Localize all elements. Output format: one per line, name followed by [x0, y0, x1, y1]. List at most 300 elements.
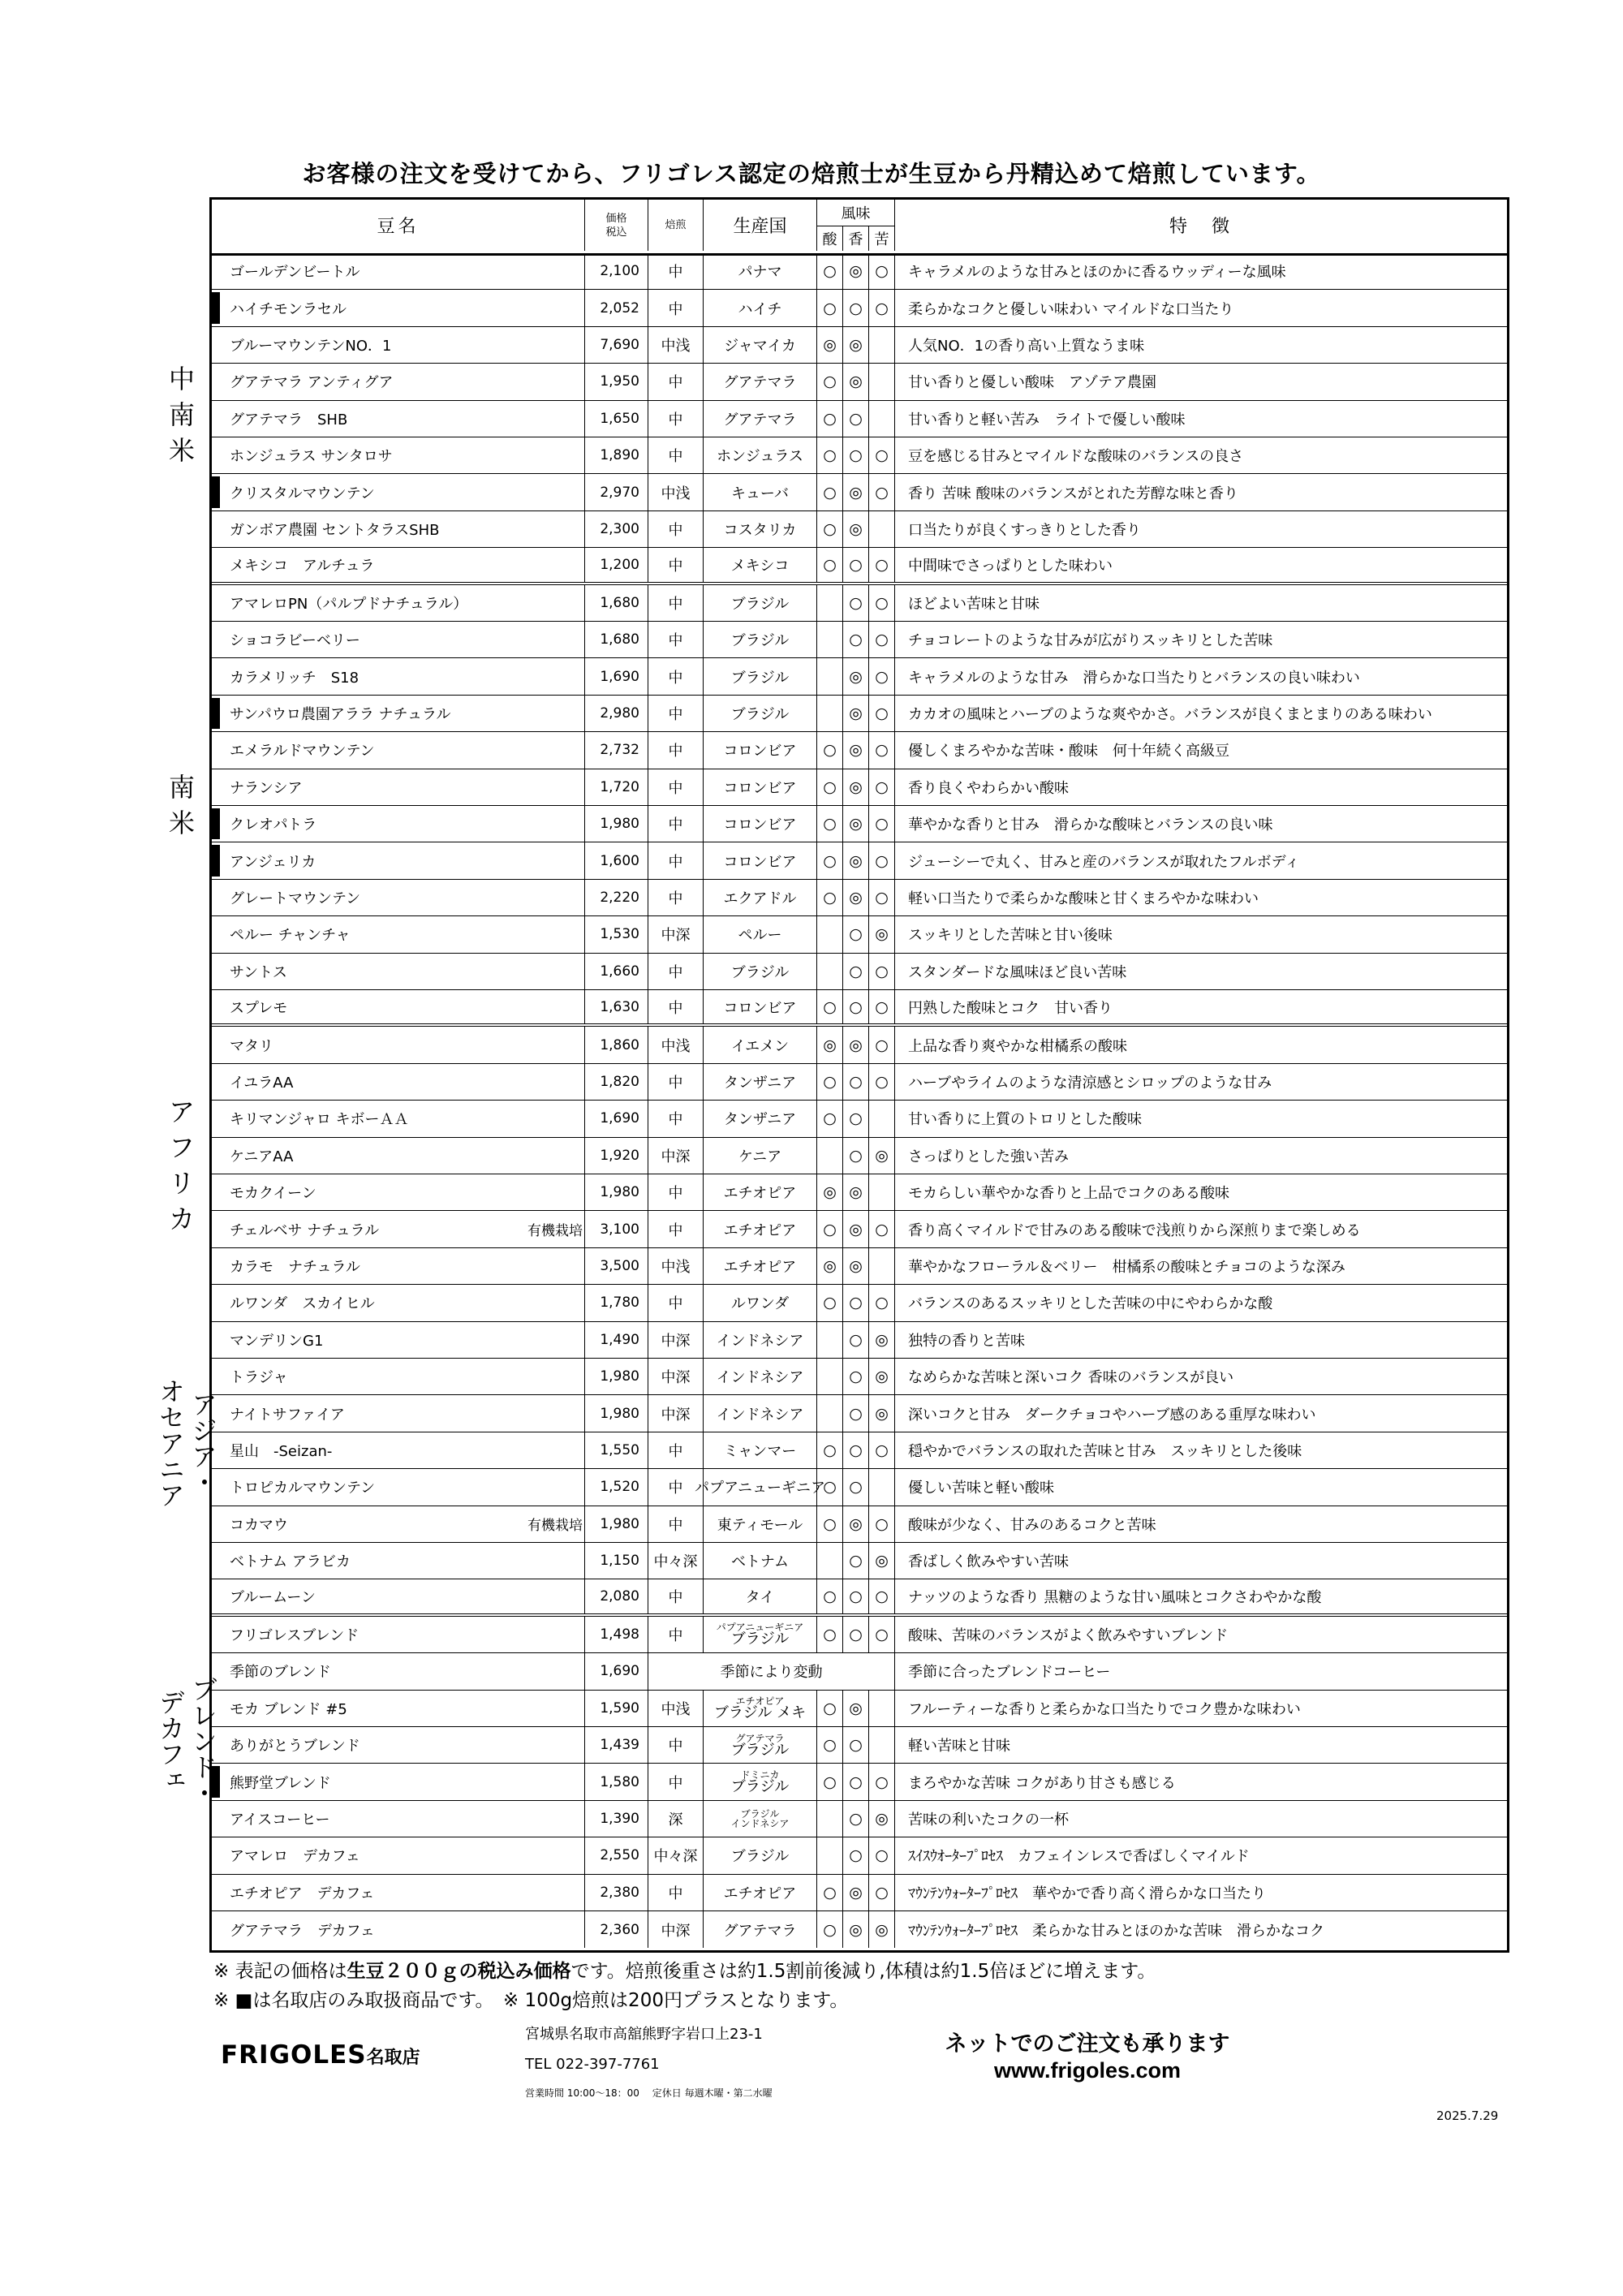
bean-features: カカオの風味とハーブのような爽やかさ。バランスが良くまとまりのある味わい — [908, 705, 1432, 723]
table-header — [212, 200, 1507, 256]
bean-name — [212, 1138, 585, 1174]
bean-price: 2,080 — [585, 1579, 648, 1613]
flavor-aroma: ○ — [843, 548, 869, 581]
bean-name — [212, 1691, 585, 1726]
bean-name-text: トロピカルマウンテン — [230, 1480, 376, 1497]
bean-roast: 中 — [648, 1285, 704, 1320]
bean-features: 中間味でさっぱりとした味わい — [908, 557, 1113, 575]
issue-date: 2025.7.29 — [1436, 2109, 1499, 2123]
bean-price: 1,920 — [585, 1138, 648, 1174]
table-row — [212, 364, 1507, 400]
flavor-aroma: ○ — [843, 1764, 869, 1799]
bean-origin: ミャンマー — [704, 1432, 817, 1468]
flavor-acid: ◎ — [817, 1027, 843, 1062]
bean-name — [212, 1801, 585, 1837]
bean-roast: 中 — [648, 842, 704, 878]
flavor-acid: ○ — [817, 990, 843, 1023]
flavor-acid: ○ — [817, 769, 843, 805]
flavor-bitter: ◎ — [869, 1543, 895, 1579]
bean-name — [212, 1211, 585, 1247]
store-url[interactable]: www.frigoles.com — [993, 2058, 1182, 2083]
bean-name — [212, 1617, 585, 1652]
flavor-bitter — [869, 1727, 895, 1763]
flavor-bitter: ○ — [869, 1617, 895, 1652]
bean-name-text: グレートマウンテン — [230, 890, 361, 907]
bean-name-text: アンジェリカ — [230, 853, 316, 871]
region-label: アフリカ — [168, 1096, 195, 1234]
flavor-bitter — [869, 327, 895, 363]
bean-origin: コスタリカ — [704, 511, 817, 547]
flavor-aroma: ○ — [843, 990, 869, 1023]
header-roast: 焙煎 — [648, 200, 704, 251]
bean-name — [212, 1875, 585, 1910]
flavor-acid: ○ — [817, 290, 843, 325]
bean-origin: インドネシア — [704, 1322, 817, 1358]
flavor-acid — [817, 954, 843, 989]
bean-name — [212, 253, 585, 289]
bean-features: 季節に合ったブレンドコーヒー — [908, 1664, 1111, 1682]
header-acid: 酸 — [817, 226, 843, 251]
price-note-emphasis: 生豆２００ｇの税込み価格 — [347, 1961, 571, 1982]
bean-roast: 中浅 — [648, 1027, 704, 1062]
bean-origin: エクアドル — [704, 880, 817, 915]
bean-roast: 中深 — [648, 1395, 704, 1431]
flavor-bitter: ○ — [869, 1506, 895, 1542]
bean-price: 2,380 — [585, 1875, 648, 1910]
bean-features: 香り良くやわらかい酸味 — [908, 779, 1069, 797]
flavor-acid — [817, 1543, 843, 1579]
table-row — [212, 1691, 1507, 1727]
flavor-bitter: ◎ — [869, 1322, 895, 1358]
flavor-aroma: ◎ — [843, 658, 869, 694]
bean-origin: エチオピア — [704, 1174, 817, 1210]
flavor-aroma: ◎ — [843, 1875, 869, 1910]
bean-name-text: コカマウ — [230, 1516, 288, 1534]
bean-name — [212, 1322, 585, 1358]
bean-name — [212, 1359, 585, 1394]
table-row — [212, 253, 1507, 290]
bean-roast: 中 — [648, 1469, 704, 1505]
bean-features: 酸味が少なく、甘みのあるコクと苦味 — [908, 1516, 1156, 1534]
flavor-bitter: ○ — [869, 622, 895, 657]
table-row — [212, 437, 1507, 474]
bean-origin: グアテマラ — [704, 401, 817, 437]
header-features: 特 徴 — [1169, 217, 1233, 237]
bean-roast: 中 — [648, 1101, 704, 1136]
bean-roast: 中浅 — [648, 1248, 704, 1284]
bean-name-text: ベトナム アラビカ — [230, 1553, 351, 1571]
bean-features: モカらしい華やかな香りと上品でコクのある酸味 — [908, 1185, 1229, 1203]
bean-price: 1,150 — [585, 1543, 648, 1579]
flavor-acid: ○ — [817, 1506, 843, 1542]
bean-origin: ペルー — [704, 916, 817, 952]
flavor-aroma: ○ — [843, 1617, 869, 1652]
table-row — [212, 1617, 1507, 1653]
bean-origin: グアテマラ — [704, 364, 817, 399]
bean-name-text: メキシコ アルチュラ — [230, 557, 375, 575]
flavor-acid: ◎ — [817, 327, 843, 363]
flavor-aroma: ○ — [843, 1727, 869, 1763]
bean-name — [212, 327, 585, 363]
bean-origin-sub: インドネシア — [730, 1817, 790, 1829]
bean-origin-main: ブラジル — [730, 1741, 790, 1759]
bean-origin: コロンビア — [704, 842, 817, 878]
bean-features: 甘い香りと軽い苦み ライトで優しい酸味 — [908, 411, 1186, 429]
bean-roast: 中 — [648, 1211, 704, 1247]
flavor-aroma: ◎ — [843, 1911, 869, 1948]
flavor-acid: ○ — [817, 1101, 843, 1136]
bean-price: 2,360 — [585, 1911, 648, 1948]
flavor-acid — [817, 916, 843, 952]
table-row — [212, 880, 1507, 916]
bean-roast: 中深 — [648, 1911, 704, 1948]
bean-price: 1,820 — [585, 1064, 648, 1100]
flavor-bitter: ○ — [869, 732, 895, 768]
bean-features: 酸味、苦味のバランスがよく飲みやすいブレンド — [908, 1626, 1229, 1644]
store-note: ※ ■は名取店のみ取扱商品です。 ※ 100g焙煎は200円プラスとなります。 — [213, 1990, 849, 2011]
bean-name — [212, 1432, 585, 1468]
flavor-acid — [817, 658, 843, 694]
flavor-aroma: ○ — [843, 1395, 869, 1431]
flavor-aroma: ○ — [843, 290, 869, 325]
bean-name — [212, 1395, 585, 1431]
bean-price: 1,720 — [585, 769, 648, 805]
table-row — [212, 1469, 1507, 1506]
bean-features: 香り高くマイルドで甘みのある酸味で浅煎りから深煎りまで楽しめる — [908, 1221, 1361, 1239]
bean-roast: 中 — [648, 1506, 704, 1542]
table-row — [212, 585, 1507, 622]
bean-price: 2,220 — [585, 880, 648, 915]
flavor-bitter — [869, 1691, 895, 1726]
bean-features: フルーティーな香りと柔らかな口当たりでコク豊かな味わい — [908, 1700, 1301, 1718]
bean-features: 華やかな香りと甘み 滑らかな酸味とバランスの良い味 — [908, 816, 1273, 834]
table-row — [212, 1875, 1507, 1911]
bean-name — [212, 585, 585, 621]
bean-price: 1,690 — [585, 1101, 648, 1136]
bean-features: まろやかな苦味 コクがあり甘さも感じる — [908, 1774, 1176, 1792]
headline: お客様の注文を受けてから、フリゴレス認定の焙煎士が生豆から丹精込めて焙煎しています。 — [302, 160, 1321, 187]
table-row — [212, 1506, 1507, 1543]
bean-origin-main: ブラジル — [730, 1778, 790, 1796]
bean-origin: イエメン — [704, 1027, 817, 1062]
flavor-bitter: ○ — [869, 1579, 895, 1613]
flavor-aroma: ◎ — [843, 364, 869, 399]
bean-features: 口当たりが良くすっきりとした香り — [908, 521, 1141, 539]
bean-name-text: ホンジュラス サンタロサ — [230, 448, 393, 466]
flavor-bitter: ○ — [869, 806, 895, 842]
bean-name-text: マンデリンG1 — [230, 1332, 324, 1350]
bean-name-text: ナイトサファイア — [230, 1406, 345, 1424]
flavor-acid — [817, 1322, 843, 1358]
header-flavor-label: 風味 — [817, 200, 894, 226]
flavor-bitter: ○ — [869, 1211, 895, 1247]
bean-name — [212, 732, 585, 768]
table-row — [212, 1248, 1507, 1285]
bean-price: 2,550 — [585, 1837, 648, 1873]
header-origin: 生産国 — [704, 200, 817, 251]
bean-features: 優しい苦味と軽い酸味 — [908, 1480, 1054, 1497]
bean-roast: 中 — [648, 1064, 704, 1100]
bean-price: 7,690 — [585, 327, 648, 363]
store-address: 宮城県名取市高舘熊野字岩口上23-1 — [525, 2026, 763, 2043]
bean-origin: ブラジル — [704, 622, 817, 657]
bean-origin-main: ブラジル メキ — [713, 1704, 807, 1722]
flavor-bitter — [869, 511, 895, 547]
flavor-aroma: ○ — [843, 622, 869, 657]
bean-features: 華やかなフローラル＆ベリー 柑橘系の酸味とチョコのような深み — [908, 1258, 1345, 1276]
bean-name — [212, 696, 585, 731]
bean-name — [212, 1911, 585, 1948]
bean-origin: タンザニア — [704, 1064, 817, 1100]
region-label: 中南米 — [168, 364, 195, 466]
table-row — [212, 401, 1507, 437]
bean-origin: ルワンダ — [704, 1285, 817, 1320]
bean-name-text: ルワンダ スカイヒル — [230, 1295, 375, 1313]
flavor-acid: ○ — [817, 253, 843, 289]
bean-origin: ブラジル — [704, 696, 817, 731]
bean-features: スタンダードな風味ほど良い苦味 — [908, 963, 1127, 981]
flavor-bitter: ○ — [869, 1764, 895, 1799]
table-row — [212, 474, 1507, 510]
bean-roast: 中 — [648, 658, 704, 694]
bean-name-text: アマレロPN（パルプドナチュラル） — [230, 595, 468, 613]
table-row — [212, 622, 1507, 658]
bean-features: さっぱりとした強い苦み — [908, 1148, 1069, 1165]
bean-features: 上品な香り爽やかな柑橘系の酸味 — [908, 1037, 1127, 1055]
bean-name-text: チェルベサ ナチュラル — [230, 1221, 380, 1239]
bean-features: キャラメルのような甘み 滑らかな口当たりとバランスの良い味わい — [908, 669, 1360, 687]
bean-name — [212, 842, 585, 878]
flavor-bitter: ◎ — [869, 1395, 895, 1431]
flavor-aroma: ○ — [843, 1543, 869, 1579]
bean-name-text: 熊野堂ブレンド — [230, 1774, 331, 1792]
bean-origin: エチオピア — [704, 1248, 817, 1284]
bean-name — [212, 401, 585, 437]
bean-origin-sub: パプアニューギニア — [716, 1622, 804, 1634]
bean-features: ﾏｳﾝﾃﾝｳｫｰﾀｰﾌﾟﾛｾｽ 華やかで香り高く滑らかな口当たり — [908, 1885, 1266, 1902]
bean-origin: インドネシア — [704, 1359, 817, 1394]
bean-roast: 中浅 — [648, 1691, 704, 1726]
bean-origin: ブラジル — [704, 954, 817, 989]
bean-features: ハーブやライムのような清涼感とシロップのような甘み — [908, 1074, 1272, 1092]
bean-name — [212, 290, 585, 325]
flavor-aroma: ◎ — [843, 769, 869, 805]
logo-text: FRIGOLES — [221, 2040, 367, 2070]
bean-price: 3,100 — [585, 1211, 648, 1247]
header-bitter: 苦 — [874, 231, 889, 248]
bean-roast: 中 — [648, 990, 704, 1023]
bean-origin: ブラジル — [704, 585, 817, 621]
bean-name-text: カラモ ナチュラル — [230, 1258, 360, 1276]
flavor-acid: ○ — [817, 1469, 843, 1505]
bean-price: 1,690 — [585, 658, 648, 694]
bean-origin: 東ティモール — [704, 1506, 817, 1542]
bean-origin: コロンビア — [704, 732, 817, 768]
flavor-aroma: ◎ — [843, 511, 869, 547]
bean-price: 2,970 — [585, 474, 648, 510]
bean-name — [212, 1543, 585, 1579]
table-row — [212, 806, 1507, 842]
flavor-acid — [817, 1395, 843, 1431]
table-row — [212, 1579, 1507, 1616]
flavor-bitter — [869, 401, 895, 437]
bean-name-text: キリマンジャロ キボーＡＡ — [230, 1111, 409, 1129]
bean-roast: 中々深 — [648, 1837, 704, 1873]
bean-origin: エチオピア — [704, 1875, 817, 1910]
flavor-aroma: ◎ — [843, 696, 869, 731]
flavor-acid: ○ — [817, 1211, 843, 1247]
flavor-aroma: ◎ — [843, 1027, 869, 1062]
flavor-bitter: ○ — [869, 290, 895, 325]
flavor-aroma: ○ — [843, 954, 869, 989]
bean-roast: 中 — [648, 290, 704, 325]
flavor-bitter: ○ — [869, 1027, 895, 1062]
bean-origin: エチオピア — [704, 1211, 817, 1247]
bean-features: 軽い苦味と甘味 — [908, 1738, 1010, 1755]
bean-name-text: エメラルドマウンテン — [230, 743, 375, 760]
table-row — [212, 1653, 1507, 1690]
table-row — [212, 1322, 1507, 1359]
bean-price: 1,490 — [585, 1322, 648, 1358]
flavor-aroma: ○ — [843, 1801, 869, 1837]
table-row — [212, 1064, 1507, 1101]
bean-price: 2,300 — [585, 511, 648, 547]
bean-roast: 中 — [648, 622, 704, 657]
bean-roast: 中 — [648, 1617, 704, 1652]
flavor-acid: ○ — [817, 548, 843, 581]
table-row — [212, 696, 1507, 732]
flavor-acid: ○ — [817, 1875, 843, 1910]
flavor-bitter — [869, 1174, 895, 1210]
flavor-aroma: ○ — [843, 1432, 869, 1468]
bean-roast: 中 — [648, 401, 704, 437]
bean-name — [212, 548, 585, 581]
bean-features: 苦味の利いたコクの一杯 — [908, 1811, 1069, 1829]
bean-origin: ジャマイカ — [704, 327, 817, 363]
bean-origin-sub: グアテマラ — [735, 1732, 785, 1744]
bean-origin: インドネシア — [704, 1395, 817, 1431]
bean-name — [212, 1285, 585, 1320]
bean-name — [212, 1027, 585, 1062]
bean-price: 1,860 — [585, 1027, 648, 1062]
region-label: ブレンド・ デカフェ — [155, 1676, 218, 1806]
bean-name-text: エチオピア デカフェ — [230, 1885, 375, 1902]
bean-origin-sub: ドミニカ — [740, 1769, 780, 1781]
flavor-aroma: ◎ — [843, 1691, 869, 1726]
price-note — [213, 1956, 1156, 1983]
flavor-aroma: ◎ — [843, 1174, 869, 1210]
brand-logo — [221, 2040, 420, 2070]
bean-price: 1,980 — [585, 1359, 648, 1394]
bean-features: 甘い香りと優しい酸味 アゾテア農園 — [908, 374, 1156, 392]
bean-name-text: ありがとうブレンド — [230, 1738, 360, 1755]
bean-price: 2,732 — [585, 732, 648, 768]
bean-features: ナッツのような香り 黒糖のような甘い風味とコクさわやかな酸 — [908, 1589, 1322, 1607]
bean-origin: グアテマラ — [704, 1911, 817, 1948]
bean-origin — [704, 1727, 817, 1763]
bean-roast: 中 — [648, 1764, 704, 1799]
bean-name-text: モカ ブレンド #5 — [230, 1700, 347, 1718]
bean-name — [212, 1506, 585, 1542]
bean-price: 1,980 — [585, 1395, 648, 1431]
bean-price: 1,680 — [585, 585, 648, 621]
bean-origin: ブラジル — [704, 1837, 817, 1873]
flavor-aroma: ◎ — [843, 880, 869, 915]
bean-roast: 中 — [648, 364, 704, 399]
flavor-acid — [817, 622, 843, 657]
flavor-aroma: ◎ — [843, 253, 869, 289]
bean-name — [212, 364, 585, 399]
bean-roast: 中 — [648, 1174, 704, 1210]
region-label: 南米 — [168, 772, 195, 838]
flavor-acid: ○ — [817, 1727, 843, 1763]
bean-features: 豆を感じる甘みとマイルドな酸味のバランスの良さ — [908, 448, 1244, 466]
table-row — [212, 1395, 1507, 1432]
flavor-acid: ○ — [817, 1579, 843, 1613]
bean-price: 1,590 — [585, 1691, 648, 1726]
bean-roast: 中 — [648, 732, 704, 768]
bean-origin: キューバ — [704, 474, 817, 510]
bean-name-text: イユラAA — [230, 1074, 294, 1092]
flavor-bitter: ○ — [869, 658, 895, 694]
flavor-aroma: ◎ — [843, 732, 869, 768]
flavor-bitter: ◎ — [869, 916, 895, 952]
flavor-acid: ○ — [817, 437, 843, 473]
bean-origin-sub: エチオピア — [735, 1695, 785, 1708]
bean-roast: 中浅 — [648, 474, 704, 510]
bean-roast: 中 — [648, 1875, 704, 1910]
bean-price: 1,530 — [585, 916, 648, 952]
flavor-acid — [817, 1837, 843, 1873]
bean-origin: タンザニア — [704, 1101, 817, 1136]
bean-name — [212, 1764, 585, 1799]
table-row — [212, 1101, 1507, 1137]
bean-price: 3,500 — [585, 1248, 648, 1284]
organic-label: 有機栽培 — [527, 1518, 583, 1535]
bean-features: ジューシーで丸く、甘みと産のバランスが取れたフルボディ — [908, 853, 1300, 871]
bean-price-table — [209, 197, 1509, 1953]
flavor-aroma: ○ — [843, 1359, 869, 1394]
flavor-aroma: ○ — [843, 585, 869, 621]
bean-price: 1,550 — [585, 1432, 648, 1468]
bean-name-text: グアテマラ アンティグア — [230, 374, 394, 392]
flavor-aroma: ○ — [843, 1285, 869, 1320]
bean-origin — [704, 1764, 817, 1799]
bean-origin — [704, 1617, 817, 1652]
bean-origin: ブラジル — [704, 658, 817, 694]
table-row — [212, 1801, 1507, 1837]
bean-origin — [704, 1801, 817, 1837]
bean-features: ｽｲｽｳｵｰﾀｰﾌﾟﾛｾｽ カフェインレスで香ばしくマイルド — [908, 1848, 1250, 1866]
bean-name-text: ブルームーン — [230, 1589, 316, 1607]
flavor-bitter: ◎ — [869, 1138, 895, 1174]
bean-name-text: アマレロ デカフェ — [230, 1848, 360, 1866]
flavor-acid: ○ — [817, 732, 843, 768]
bean-name-text: ブルーマウンテンNO．1 — [230, 337, 392, 355]
bean-roast: 中 — [648, 1727, 704, 1763]
flavor-bitter: ○ — [869, 1837, 895, 1873]
bean-origin: パプアニューギニア — [704, 1469, 817, 1505]
bean-name-text: ナランシア — [230, 779, 303, 797]
flavor-bitter — [869, 1469, 895, 1505]
bean-name-text: トラジャ — [230, 1369, 288, 1387]
bean-name — [212, 1653, 585, 1689]
flavor-acid — [817, 1801, 843, 1837]
header-price-tax: 税込 — [605, 226, 627, 239]
bean-price: 1,439 — [585, 1727, 648, 1763]
flavor-acid: ○ — [817, 1285, 843, 1320]
flavor-acid — [817, 1359, 843, 1394]
